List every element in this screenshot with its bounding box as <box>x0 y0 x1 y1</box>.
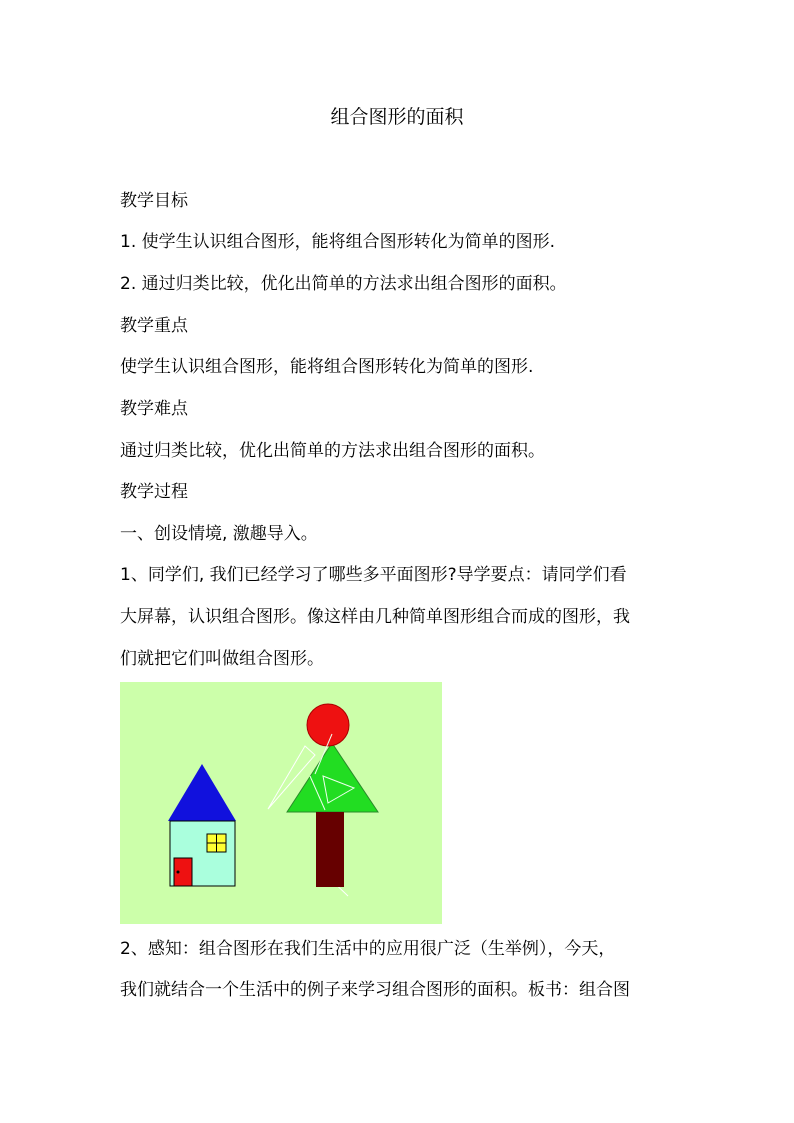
heading-process: 教学过程 <box>120 482 188 502</box>
paragraph-line: 大屏幕，认识组合图形。像这样由几种简单图形组合而成的图形，我 <box>120 607 630 627</box>
sun-circle <box>307 704 349 746</box>
heading-difficulties: 教学难点 <box>120 399 188 419</box>
goal-line-1: 1. 使学生认识组合图形，能将组合图形转化为简单的图形. <box>120 232 556 252</box>
key-point-line: 使学生认识组合图形，能将组合图形转化为简单的图形. <box>120 357 534 377</box>
figure-background <box>120 682 442 924</box>
document-title: 组合图形的面积 <box>330 106 464 128</box>
process-section-1: 一、创设情境, 激趣导入。 <box>120 524 318 544</box>
door-knob <box>177 871 180 874</box>
paragraph-line: 1、同学们, 我们已经学习了哪些多平面图形?导学要点：请同学们看 <box>120 565 627 585</box>
composite-shapes-figure <box>120 682 442 924</box>
heading-teaching-goals: 教学目标 <box>120 191 188 211</box>
goal-line-2: 2. 通过归类比较，优化出简单的方法求出组合图形的面积。 <box>120 274 567 294</box>
composite-shapes-svg <box>120 682 442 924</box>
paragraph-line: 我们就结合一个生活中的例子来学习组合图形的面积。板书：组合图 <box>120 980 630 1000</box>
paragraph-line: 2、感知：组合图形在我们生活中的应用很广泛（生举例），今天， <box>120 939 616 959</box>
tree-trunk-rectangle <box>316 812 344 887</box>
difficulty-line: 通过归类比较，优化出简单的方法求出组合图形的面积。 <box>120 441 545 461</box>
paragraph-line: 们就把它们叫做组合图形。 <box>120 649 324 669</box>
heading-key-points: 教学重点 <box>120 316 188 336</box>
